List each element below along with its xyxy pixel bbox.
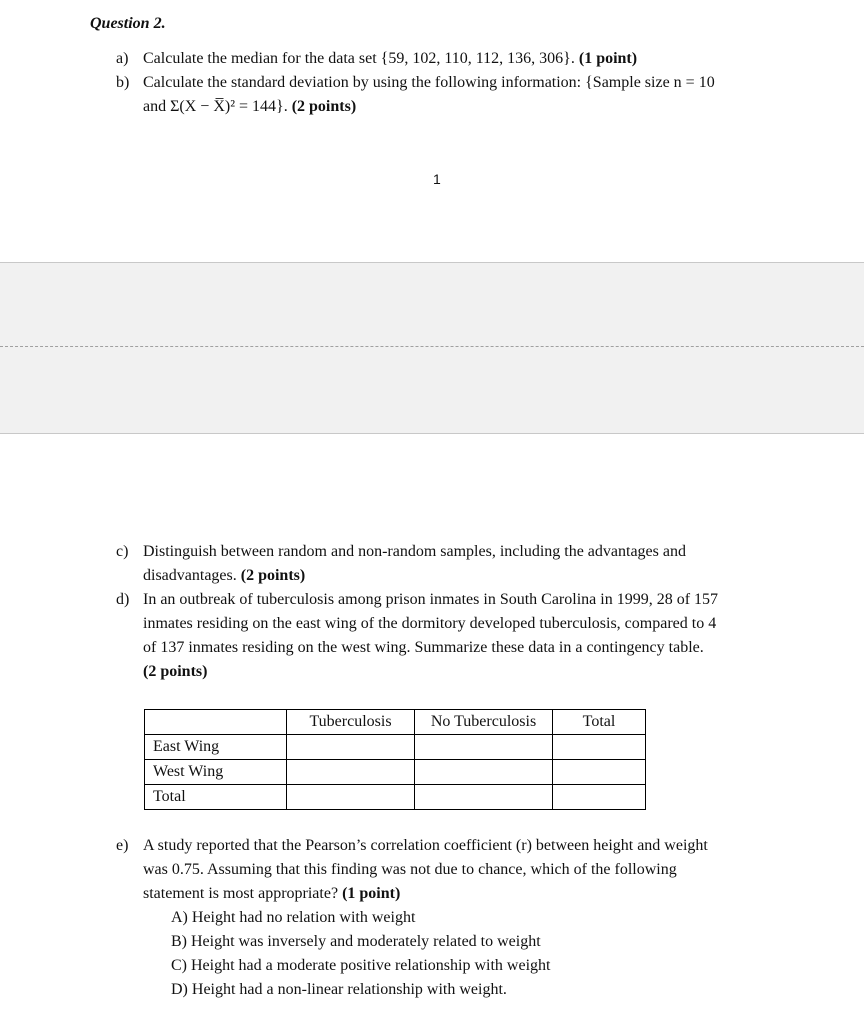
item-points: (2 points) (291, 98, 357, 115)
table-row (145, 785, 646, 810)
item-text: Calculate the median for the data set {59, 102, 110, 112, 136, 306}. (143, 50, 575, 67)
answer-option[interactable]: C) Height had a moderate positive relationship with weight (171, 957, 551, 974)
table-row-label: West Wing (145, 760, 287, 785)
page-number: 1 (433, 171, 441, 187)
table-cell[interactable] (415, 735, 553, 760)
contingency-table (144, 709, 646, 810)
item-points: (2 points) (143, 663, 208, 680)
item-text-line: Distinguish between random and non-random samples, including the advantages and (143, 543, 686, 560)
answer-option[interactable]: B) Height was inversely and moderately related to weight (171, 933, 541, 950)
table-header-cell: Tuberculosis (287, 710, 415, 735)
question-item-b (116, 71, 806, 119)
item-text-line: of 137 inmates residing on the west wing. Summarize these data in a contingency table. (143, 639, 704, 656)
item-text-line: inmates residing on the east wing of the dormitory developed tuberculosis, compared to 4 (143, 615, 717, 632)
item-points: (2 points) (240, 567, 306, 584)
question-item-d (116, 588, 806, 684)
item-text-line: Calculate the standard deviation by using the following information: {Sample size n = 10 (143, 74, 715, 91)
item-text-line: and Σ(X − X̅)² = 144}. (143, 98, 288, 115)
item-text-line: was 0.75. Assuming that this finding was not due to chance, which of the following (143, 861, 677, 878)
table-cell[interactable] (287, 785, 415, 810)
table-cell[interactable] (553, 785, 646, 810)
table-cell[interactable] (415, 785, 553, 810)
table-header-cell: Total (553, 710, 646, 735)
table-row (145, 760, 646, 785)
table-header-row (145, 710, 646, 735)
item-label: d) (116, 591, 130, 608)
item-label: c) (116, 543, 129, 560)
table-cell[interactable] (553, 735, 646, 760)
table-row (145, 735, 646, 760)
table-row-label: Total (145, 785, 287, 810)
answer-options (143, 906, 806, 1002)
question-item-e (116, 834, 806, 1002)
table-cell[interactable] (287, 760, 415, 785)
answer-option[interactable]: A) Height had no relation with weight (171, 909, 416, 926)
question-item-c (116, 540, 806, 588)
table-row-label: East Wing (145, 735, 287, 760)
table-cell[interactable] (415, 760, 553, 785)
table-header-cell: No Tuberculosis (415, 710, 553, 735)
item-points: (1 point) (342, 885, 401, 902)
item-label: e) (116, 837, 129, 854)
item-label: a) (116, 50, 129, 67)
item-text-line: A study reported that the Pearson’s correlation coefficient (r) between height and weight (143, 837, 708, 854)
answer-option[interactable]: D) Height had a non-linear relationship with weight. (171, 981, 507, 998)
table-header-cell (145, 710, 287, 735)
item-text-line: statement is most appropriate? (143, 885, 339, 902)
page-break-gap (0, 262, 864, 434)
item-text-line: disadvantages. (143, 567, 237, 584)
table-cell[interactable] (287, 735, 415, 760)
item-points: (1 point) (578, 50, 638, 67)
table-cell[interactable] (553, 760, 646, 785)
question-item-a (116, 47, 806, 71)
page-break-line (0, 346, 864, 347)
item-label: b) (116, 74, 130, 91)
item-text-line: In an outbreak of tuberculosis among prison inmates in South Carolina in 1999, 28 of 157 (143, 591, 719, 608)
question-title: Question 2. (90, 15, 166, 32)
